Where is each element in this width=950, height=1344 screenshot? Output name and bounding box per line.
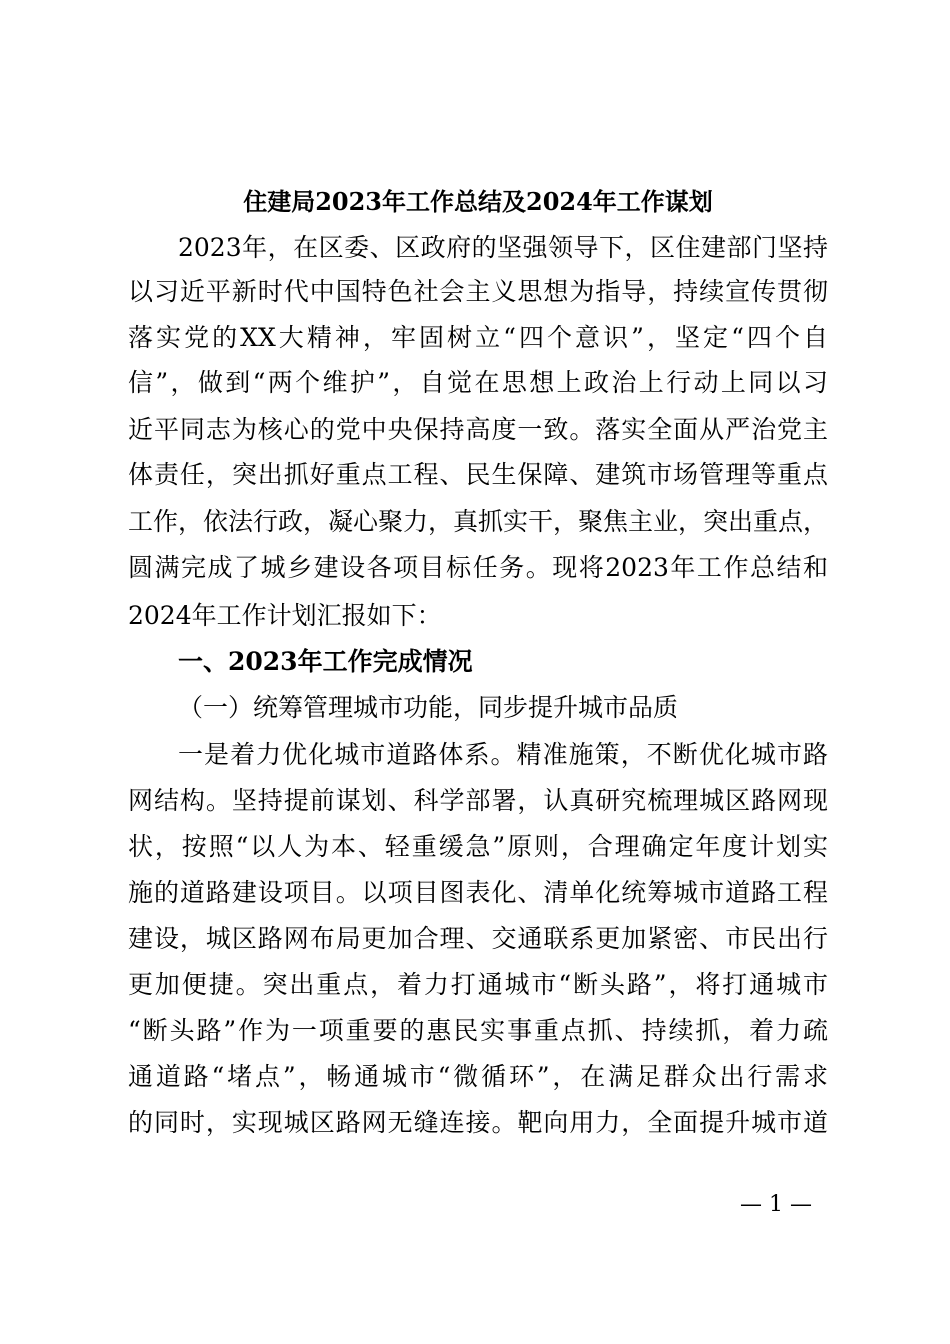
body-line: 的同时，实现城区路网无缝连接。靶向用力，全面提升城市道 (128, 1108, 828, 1137)
intro-line: 体责任，突出抓好重点工程、民生保障、建筑市场管理等重点 (128, 460, 828, 489)
body-line: 更加便捷。突出重点，着力打通城市“断头路”，将打通城市 (128, 970, 828, 999)
intro-line: 以习近平新时代中国特色社会主义思想为指导，持续宣传贯彻 (128, 277, 828, 306)
body-line: 一是着力优化城市道路体系。精准施策，不断优化城市路 (178, 740, 828, 769)
page-number: — 1 — (740, 1192, 812, 1217)
intro-line: 2023年，在区委、区政府的坚强领导下，区住建部门坚持 (178, 233, 828, 262)
section-heading: 一、2023年工作完成情况 (178, 647, 473, 676)
body-line: 网结构。坚持提前谋划、科学部署，认真研究梳理城区路网现 (128, 786, 828, 815)
document-title: 住建局2023年工作总结及2024年工作谋划 (243, 187, 713, 216)
body-line: “断头路”作为一项重要的惠民实事重点抓、持续抓，着力疏 (128, 1016, 828, 1045)
body-line: 建设，城区路网布局更加合理、交通联系更加紧密、市民出行 (128, 924, 828, 953)
body-line: 施的道路建设项目。以项目图表化、清单化统筹城市道路工程 (128, 878, 828, 907)
intro-line: 工作，依法行政，凝心聚力，真抓实干，聚焦主业，突出重点， (128, 507, 829, 536)
intro-line: 圆满完成了城乡建设各项目标任务。现将2023年工作总结和 (128, 553, 828, 582)
intro-line: 2024年工作计划汇报如下： (128, 601, 442, 630)
intro-line: 落实党的XX大精神，牢固树立“四个意识”，坚定“四个自 (128, 323, 828, 352)
intro-line: 信”，做到“两个维护”，自觉在思想上政治上行动上同以习 (128, 368, 828, 397)
body-line: 状，按照“以人为本、轻重缓急”原则，合理确定年度计划实 (128, 832, 828, 861)
body-line: 通道路“堵点”，畅通城市“微循环”，在满足群众出行需求 (128, 1062, 828, 1091)
subsection-heading: （一）统筹管理城市功能，同步提升城市品质 (178, 693, 679, 722)
intro-line: 近平同志为核心的党中央保持高度一致。落实全面从严治党主 (128, 415, 828, 444)
